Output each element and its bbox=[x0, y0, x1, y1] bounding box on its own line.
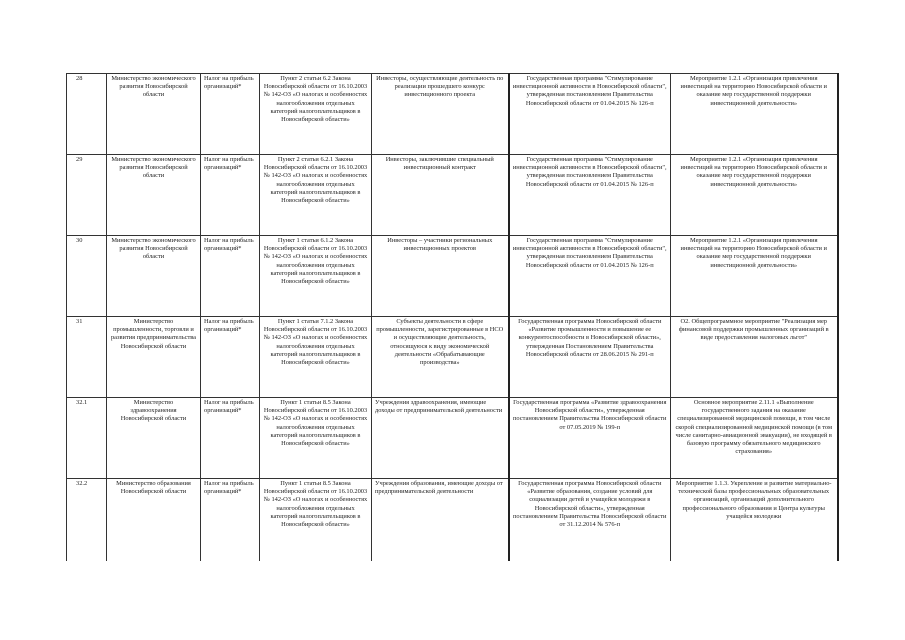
beneficiary-category-cell: Субъекты деятельности в сфере промышленности, зарегистрированные в НСО и осуществляющие деятельность, относящуюся к виду экономической деятельности «Обрабатывающие производства» bbox=[372, 317, 509, 398]
legal-norm-cell: Пункт 1 статьи 8.5 Закона Новосибирской области от 16.10.2003 № 142-ОЗ «О налогах и особенностях налогообложения отдельных категорий налогоплательщиков в Новосибирской области» bbox=[260, 398, 372, 479]
table-row bbox=[67, 236, 838, 317]
state-program-cell: Государственная программа Новосибирской области «Развитие промышленности и повышение ее конкурентоспособности в Новосибирской области», утвержденная Постановлением Правительства Новосибирской области от 28.06.2015 № 291-п bbox=[509, 317, 671, 398]
legal-norm-cell: Пункт 2 статьи 6.2 Закона Новосибирской области от 16.10.2003 № 142-ОЗ «О налогах и особенностях налогообложения отдельных категорий налогоплательщиков в Новосибирской области» bbox=[260, 74, 372, 155]
table-row bbox=[67, 74, 838, 155]
tax-cell: Налог на прибыль организаций* bbox=[201, 398, 260, 479]
authority-cell: Министерство промышленности, торговли и развития предпринимательства Новосибирской области bbox=[107, 317, 201, 398]
legal-norm-cell: Пункт 1 статьи 7.1.2 Закона Новосибирской области от 16.10.2003 № 142-ОЗ «О налогах и особенностях налогообложения отдельных категорий налогоплательщиков в Новосибирской области» bbox=[260, 317, 372, 398]
program-measure-cell: Мероприятие 1.2.1 «Организация привлечения инвестиций на территорию Новосибирской области и оказание мер государственной поддержки инвестиционной деятельности» bbox=[671, 74, 838, 155]
program-measure-cell: О2. Общепрограммное мероприятие "Реализация мер финансовой поддержки промышленных организаций в виде предоставления налоговых льгот" bbox=[671, 317, 838, 398]
state-program-cell: Государственная программа Новосибирской области «Развитие образования, создание условий для социализации детей и учащейся молодежи в Новосибирской области», утвержденная постановлением Правительства Новосибирской области от 31.12.2014 № 576-п bbox=[509, 479, 671, 562]
legal-norm-cell: Пункт 1 статьи 8.5 Закона Новосибирской области от 16.10.2003 № 142-ОЗ «О налогах и особенностях налогообложения отдельных категорий налогоплательщиков в Новосибирской области» bbox=[260, 479, 372, 562]
table-row bbox=[67, 479, 838, 562]
beneficiary-category-cell: Инвесторы, осуществляющие деятельность по реализации прошедшего конкурс инвестиционного проекта bbox=[372, 74, 509, 155]
row-number: 32.2 bbox=[67, 479, 107, 562]
authority-cell: Министерство экономического развития Новосибирской области bbox=[107, 155, 201, 236]
tax-cell: Налог на прибыль организаций* bbox=[201, 317, 260, 398]
row-number: 29 bbox=[67, 155, 107, 236]
beneficiary-category-cell: Учреждения образования, имеющие доходы от предпринимательской деятельности bbox=[372, 479, 509, 562]
row-number: 32.1 bbox=[67, 398, 107, 479]
table-row bbox=[67, 398, 838, 479]
row-number: 28 bbox=[67, 74, 107, 155]
beneficiary-category-cell: Инвесторы – участники региональных инвестиционных проектов bbox=[372, 236, 509, 317]
authority-cell: Министерство образования Новосибирской области bbox=[107, 479, 201, 562]
table-row bbox=[67, 317, 838, 398]
tax-cell: Налог на прибыль организаций* bbox=[201, 155, 260, 236]
state-program-cell: Государственная программа "Стимулирование инвестиционной активности в Новосибирской области", утвержденная постановлением Правительства Новосибирской области от 01.04.2015 № 126-п bbox=[509, 155, 671, 236]
row-number: 31 bbox=[67, 317, 107, 398]
authority-cell: Министерство экономического развития Новосибирской области bbox=[107, 74, 201, 155]
beneficiary-category-cell: Инвесторы, заключившие специальный инвестиционный контракт bbox=[372, 155, 509, 236]
tax-benefits-table bbox=[66, 73, 839, 561]
row-number: 30 bbox=[67, 236, 107, 317]
program-measure-cell: Мероприятие 1.1.3. Укрепление и развитие материально-технической базы профессиональных образовательных организаций, организаций дополнительного профессионального образования и Центра культуры учащейся молодежи bbox=[671, 479, 838, 562]
legal-norm-cell: Пункт 1 статьи 6.1.2 Закона Новосибирской области от 16.10.2003 № 142-ОЗ «О налогах и особенностях налогообложения отдельных категорий налогоплательщиков в Новосибирской области» bbox=[260, 236, 372, 317]
tax-cell: Налог на прибыль организаций* bbox=[201, 479, 260, 562]
beneficiary-category-cell: Учреждения здравоохранения, имеющие доходы от предпринимательской деятельности bbox=[372, 398, 509, 479]
state-program-cell: Государственная программа "Стимулирование инвестиционной активности в Новосибирской области", утвержденная постановлением Правительства Новосибирской области от 01.04.2015 № 126-п bbox=[509, 236, 671, 317]
state-program-cell: Государственная программа "Стимулирование инвестиционной активности в Новосибирской области", утвержденная постановлением Правительства Новосибирской области от 01.04.2015 № 126-п bbox=[509, 74, 671, 155]
tax-cell: Налог на прибыль организаций* bbox=[201, 236, 260, 317]
table-row bbox=[67, 155, 838, 236]
authority-cell: Министерство здравоохранения Новосибирской области bbox=[107, 398, 201, 479]
authority-cell: Министерство экономического развития Новосибирской области bbox=[107, 236, 201, 317]
program-measure-cell: Мероприятие 1.2.1 «Организация привлечения инвестиций на территорию Новосибирской области и оказание мер государственной поддержки инвестиционной деятельности» bbox=[671, 155, 838, 236]
tax-cell: Налог на прибыль организаций* bbox=[201, 74, 260, 155]
program-measure-cell: Мероприятие 1.2.1 «Организация привлечения инвестиций на территорию Новосибирской области и оказание мер государственной поддержки инвестиционной деятельности» bbox=[671, 236, 838, 317]
program-measure-cell: Основное мероприятие 2.11.1 «Выполнение государственного задания на оказание специализированной медицинской помощи, в том числе скорой специализированной медицинской помощи (в том числе санитарно-авиационной эвакуации), не входящей в базовую программу обязательного медицинского страхования» bbox=[671, 398, 838, 479]
legal-norm-cell: Пункт 2 статьи 6.2.1 Закона Новосибирской области от 16.10.2003 № 142-ОЗ «О налогах и особенностях налогообложения отдельных категорий налогоплательщиков в Новосибирской области» bbox=[260, 155, 372, 236]
state-program-cell: Государственная программа «Развитие здравоохранения Новосибирской области», утвержденная постановлением Правительства Новосибирской области от 07.05.2019 № 199-п bbox=[509, 398, 671, 479]
